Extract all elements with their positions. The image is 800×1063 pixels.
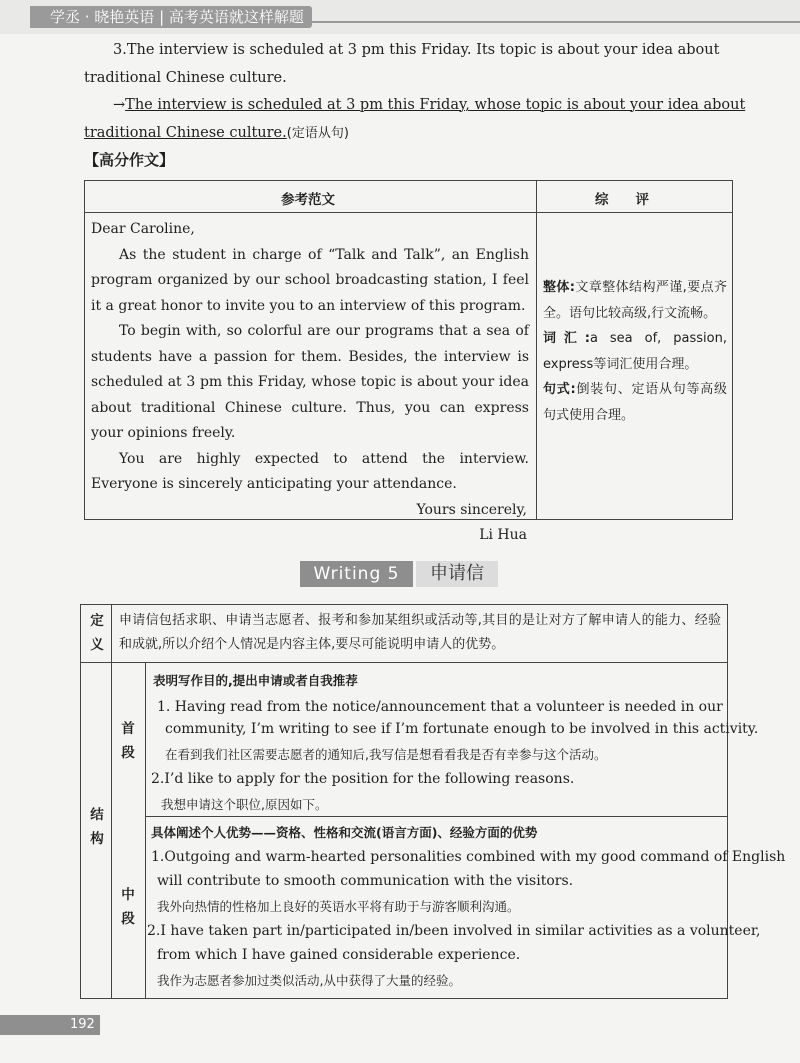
first-paragraph-title: 表明写作目的,提出申请或者自我推荐	[153, 673, 358, 688]
comment-vocabulary-label: 词汇:	[543, 331, 590, 346]
salutation: Dear Caroline,	[91, 221, 195, 237]
definition-label-2: 义	[90, 637, 104, 653]
subsection-column-divider	[145, 662, 146, 998]
comment-sentence-text: 倒装句、定语从句等高级句式使用合理。	[543, 382, 727, 423]
model-essay-table	[84, 180, 733, 543]
middle-paragraph-label-1: 中	[121, 887, 135, 903]
answer-text-1: The interview is scheduled at 3 pm this Friday, whose topic is about your idea about	[125, 97, 746, 113]
definition-label-1: 定	[90, 613, 104, 629]
writing-topic: 申请信	[416, 561, 498, 587]
essay-paragraph-2: To begin with, so colorful are our programs that a sea of students have a passion for them. Besides, the interview is scheduled at 3 pm this Friday, whose topic is about your idea about traditional Chinese culture. Thus, you can express your opinions freely.	[91, 323, 529, 441]
question-3-line-1: 3.The interview is scheduled at 3 pm this Friday. Its topic is about your idea about	[113, 42, 720, 58]
column-divider	[536, 181, 537, 519]
first-sentence-2-translation: 我想申请这个职位,原因如下。	[161, 797, 328, 812]
middle-sentence-1b: will contribute to smooth communication with the visitors.	[157, 873, 574, 889]
comment-vocabulary	[543, 326, 727, 377]
structure-label-2: 构	[90, 831, 104, 847]
comments	[543, 275, 727, 428]
series-title: 学丞 · 晓艳英语 | 高考英语就这样解题	[30, 6, 312, 28]
comment-sentence-label: 句式:	[543, 382, 576, 397]
middle-sentence-1-translation: 我外向热情的性格加上良好的英语水平将有助于与游客顺利沟通。	[157, 899, 520, 914]
first-sentence-2: 2.I’d like to apply for the position for the following reasons.	[151, 771, 575, 787]
grammar-note: (定语从句)	[286, 126, 349, 141]
structure-table	[80, 604, 786, 999]
middle-sentence-2-translation: 我作为志愿者参加过类似活动,从中获得了大量的经验。	[157, 973, 461, 988]
definition-text: 申请信包括求职、申请当志愿者、报考和参加某组织或活动等,其目的是让对方了解申请人的能力、经验和成就,所以介绍个人情况是内容主体,要尽可能说明申请人的优势。	[119, 613, 721, 652]
middle-paragraph-title: 具体阐述个人优势——资格、性格和交流(语言方面)、经验方面的优势	[151, 825, 538, 840]
middle-sentence-2a: 2.I have taken part in/participated in/been involved in similar activities as a volunteer,	[147, 923, 761, 939]
essay-paragraph-1: As the student in charge of “Talk and Talk”, an English program organized by our school broadcasting station, I feel it a great honor to invite you to an interview of this program.	[91, 246, 529, 314]
answer-line-2	[84, 123, 349, 144]
comment-vocabulary-text: a sea of, passion, express等词汇使用合理。	[543, 331, 727, 372]
answer-text-2: traditional Chinese culture.	[84, 125, 287, 141]
first-sentence-1-translation: 在看到我们社区需要志愿者的通知后,我写信是想看看我是否有幸参与这个活动。	[165, 747, 607, 762]
structure-label-1: 结	[90, 807, 104, 823]
comment-sentence	[543, 377, 727, 428]
label-column-divider	[111, 605, 112, 998]
question-3-line-2: traditional Chinese culture.	[84, 70, 287, 86]
closing: Yours sincerely,	[416, 501, 527, 518]
middle-sentence-2b: from which I have gained considerable experience.	[157, 947, 521, 963]
signature: Li Hua	[479, 527, 527, 543]
header-rule	[312, 21, 800, 23]
definition-divider	[81, 662, 727, 663]
middle-sentence-1a: 1.Outgoing and warm-hearted personalities combined with my good command of English	[151, 849, 786, 865]
comment-overall	[543, 275, 727, 326]
header-divider	[85, 212, 732, 213]
essay-paragraph-3: You are highly expected to attend the interview. Everyone is sincerely anticipating your attendance.	[91, 450, 529, 492]
middle-paragraph-label-2: 段	[121, 911, 135, 927]
answer-line-1	[113, 95, 745, 115]
first-paragraph-label-1: 首	[121, 721, 135, 737]
first-sentence-1a: 1. Having read from the notice/announcement that a volunteer is needed in our	[157, 699, 723, 715]
comment-overall-label: 整体:	[543, 280, 576, 295]
first-sentence-1b: community, I’m writing to see if I’m fortunate enough to be involved in this activity.	[165, 721, 759, 737]
page-number: 192	[70, 1017, 95, 1032]
section-title: 【高分作文】	[84, 151, 175, 169]
comment-overall-text: 文章整体结构严谨,要点齐全。语句比较高级,行文流畅。	[543, 280, 727, 321]
model-essay	[91, 217, 529, 549]
comment-column-header: 综 评	[595, 192, 649, 208]
paragraph-divider	[145, 816, 727, 817]
writing-number: Writing 5	[300, 561, 413, 587]
arrow-icon: →	[113, 97, 126, 113]
essay-column-header: 参考范文	[281, 192, 335, 208]
running-header	[0, 0, 800, 34]
first-paragraph-label-2: 段	[121, 745, 135, 761]
